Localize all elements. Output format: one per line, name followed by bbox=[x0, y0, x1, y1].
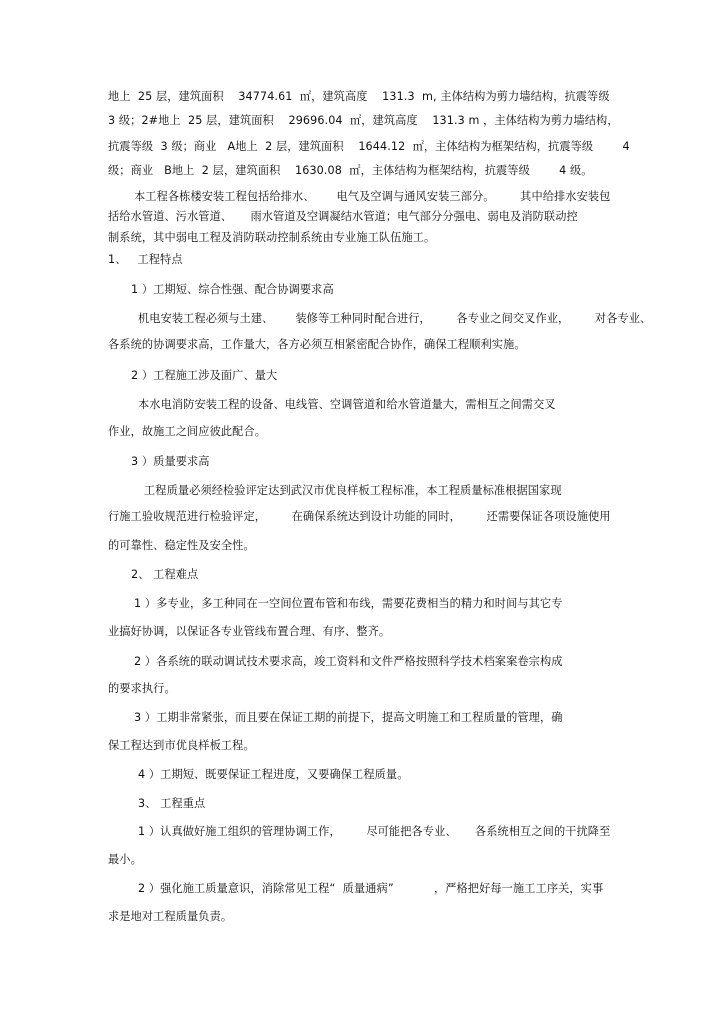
sub-heading: 2 ）工程施工涉及面广、量大 bbox=[131, 369, 278, 382]
text-line: 地上 25 层，建筑面积 34774.61 ㎡，建筑高度 131.3 m, 主体结构为剪力墙结构，抗震等级 bbox=[108, 90, 610, 103]
text-line: 业搞好协调，以保证各专业管线布置合理、有序、整齐。 bbox=[108, 625, 391, 638]
text-line: 的可靠性、稳定性及安全性。 bbox=[108, 539, 255, 552]
text-line: 3 ）工期非常紧张，而且要在保证工期的前提下，提高文明施工和工程质量的管理，确 bbox=[134, 711, 563, 724]
text-line: 2 ）强化施工质量意识，消除常见工程“ 质量通病” ，严格把好每一施工工序关，实事 bbox=[138, 882, 604, 895]
text-line: 级；商业 B地上 2 层，建筑面积 1630.08 ㎡，主体结构为框架结构，抗震等级 4 级。 bbox=[108, 164, 593, 177]
text-line: 保工程达到市优良样板工程。 bbox=[108, 739, 255, 752]
section-heading: 1、 工程特点 bbox=[108, 253, 183, 266]
text-line: 机电安装工程必须与土建、 装修等工种同时配合进行， 各专业之间交叉作业， 对各专业、 bbox=[138, 312, 652, 325]
text-line: 求是地对工程质量负责。 bbox=[108, 910, 233, 923]
text-line: 最小。 bbox=[108, 853, 142, 866]
text-line: 4 ）工期短、既要保证工程进度，又要确保工程质量。 bbox=[138, 768, 409, 781]
text-line: 作业，故施工之间应彼此配合。 bbox=[108, 425, 267, 438]
text-line: 工程质量必须经检验评定达到武汉市优良样板工程标准，本工程质量标准根据国家现 bbox=[144, 484, 562, 497]
text-line: 抗震等级 3 级；商业 A地上 2 层，建筑面积 1644.12 ㎡，主体结构为框架结构，抗震等级 4 bbox=[108, 140, 630, 153]
text-line: 1 ）多专业，多工种同在一空间位置布管和布线，需要花费相当的精力和时间与其它专 bbox=[134, 597, 563, 610]
text-line: 本工程各栋楼安装工程包括给排水、 电气及空调与通风安装三部分。 其中给排水安装包 bbox=[134, 190, 611, 203]
text-line: 各系统的协调要求高，工作量大，各方必须互相紧密配合协作，确保工程顺利实施。 bbox=[108, 338, 526, 351]
text-line: 3 级；2#地上 25 层，建筑面积 29696.04 ㎡，建筑高度 131.3 m ，主体结构为剪力墙结构， bbox=[108, 114, 619, 127]
section-heading: 3、 工程重点 bbox=[138, 797, 206, 810]
text-line: 本水电消防安装工程的设备、电线管、空调管道和给水管道量大，需相互之间需交叉 bbox=[138, 398, 556, 411]
text-line: 1 ）认真做好施工组织的管理协调工作， 尽可能把各专业、 各系统相互之间的干扰降至 bbox=[138, 825, 611, 838]
text-line: 行施工验收规范进行检验评定， 在确保系统达到设计功能的同时， 还需要保证各项设施使用 bbox=[108, 510, 611, 523]
section-heading: 2、 工程难点 bbox=[131, 568, 199, 581]
sub-heading: 1 ）工期短、综合性强、配合协调要求高 bbox=[131, 283, 334, 296]
text-line: 括给水管道、污水管道、 雨水管道及空调凝结水管道；电气部分分强电、弱电及消防联动控 bbox=[108, 210, 578, 223]
text-line: 的要求执行。 bbox=[108, 682, 176, 695]
text-line: 2 ）各系统的联动调试技术要求高，竣工资料和文件严格按照科学技术档案案卷宗构成 bbox=[134, 655, 563, 668]
sub-heading: 3 ）质量要求高 bbox=[131, 455, 210, 468]
text-line: 制系统，其中弱电工程及消防联动控制系统由专业施工队伍施工。 bbox=[108, 231, 436, 244]
